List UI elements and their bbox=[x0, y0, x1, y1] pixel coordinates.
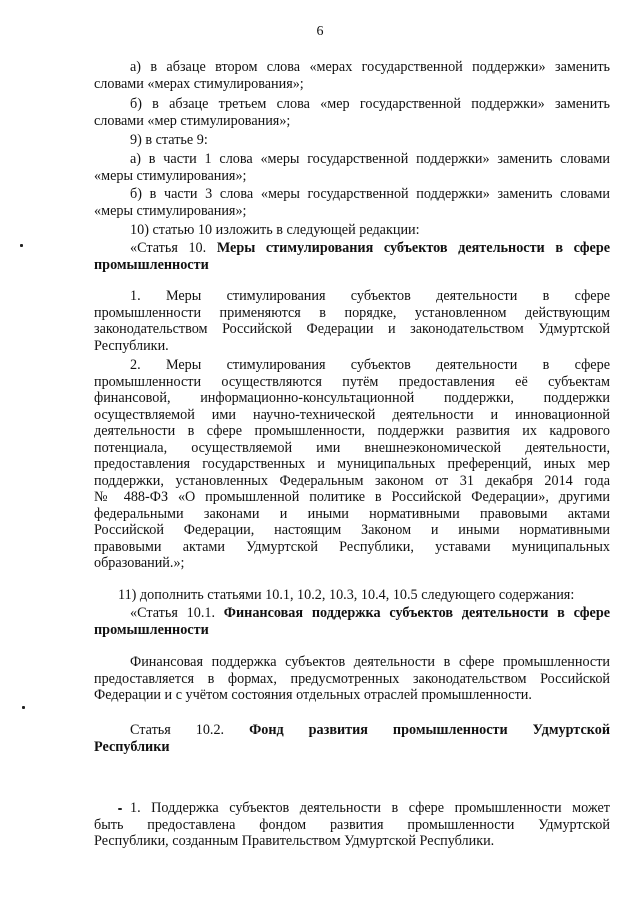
heading-line bbox=[94, 605, 610, 622]
text-line: законодательством Российской Федерации и законодательством Удмуртской bbox=[94, 321, 610, 337]
text-line: словами «мерах стимулирования»; bbox=[94, 75, 304, 92]
text-line: предоставления государственных и муниципальных преференций, иных мер bbox=[94, 456, 610, 472]
article-title: Фонд развития промышленности Удмуртской bbox=[249, 722, 610, 738]
text-line: потенциала, осуществляемой ими внешнеэкономической деятельности, bbox=[94, 439, 610, 456]
text-line: федеральными законами и иными нормативными правовыми актами bbox=[94, 505, 610, 522]
scan-mark bbox=[20, 244, 23, 247]
text-line: Республики, созданным Правительством Удмуртской Республики. bbox=[94, 833, 495, 849]
text-line: 1. Меры стимулирования субъектов деятельности в сфере bbox=[130, 288, 610, 304]
heading-line: Республики bbox=[94, 738, 170, 755]
text-line: Республики. bbox=[94, 337, 169, 354]
heading-line: промышленности bbox=[94, 621, 209, 638]
text-line: предоставляется в формах, предусмотренных законодательством Российской bbox=[94, 670, 610, 687]
text-line: 9) в статье 9: bbox=[130, 132, 208, 148]
item-9 bbox=[94, 132, 610, 149]
article-10-1-body bbox=[94, 654, 610, 704]
text-line: «меры стимулирования»; bbox=[94, 167, 247, 184]
page-number: 6 bbox=[316, 24, 324, 39]
heading-line bbox=[94, 240, 610, 257]
text-line: 2. Меры стимулирования субъектов деятельности в сфере bbox=[130, 357, 610, 373]
heading-line bbox=[94, 722, 610, 739]
scan-mark bbox=[22, 706, 25, 709]
text-line: поддержки, установленных Федеральным законом от 31 декабря 2014 года bbox=[94, 472, 610, 489]
article-10-1-heading bbox=[94, 605, 610, 638]
text-line: Финансовая поддержка субъектов деятельности в сфере промышленности bbox=[130, 654, 610, 670]
text-line: быть предоставлена фондом развития промышленности Удмуртской bbox=[94, 816, 610, 833]
text-line: б) в части 3 слова «меры государственной поддержки» заменить словами bbox=[130, 186, 610, 202]
article-title: Меры стимулирования субъектов деятельности в сфере bbox=[216, 240, 611, 256]
text-line: промышленности применяются в порядке, установленном действующим bbox=[94, 304, 610, 321]
item-10 bbox=[94, 222, 610, 239]
text-line: деятельности в сфере промышленности, поддержки развития их кадрового bbox=[94, 423, 610, 439]
paragraph-abzac-2 bbox=[94, 59, 610, 92]
text-line: 1. Поддержка субъектов деятельности в сфере промышленности может bbox=[130, 800, 610, 816]
text-line: б) в абзаце третьем слова «мер государственной поддержки» заменить bbox=[130, 96, 610, 112]
article-title: Финансовая поддержка субъектов деятельности в сфере bbox=[223, 605, 611, 621]
text-line: образований.»; bbox=[94, 555, 185, 571]
article-10-2-heading bbox=[94, 722, 610, 755]
paragraph-abzac-3 bbox=[94, 96, 610, 129]
heading-line: промышленности bbox=[94, 256, 209, 273]
article-10-part-1 bbox=[94, 288, 610, 354]
article-number: «Статья 10. bbox=[130, 240, 217, 256]
text-line: Федерации и с учётом состояния отдельных отраслей промышленности. bbox=[94, 687, 532, 703]
article-10-part-2 bbox=[94, 357, 610, 572]
item-11 bbox=[94, 587, 610, 604]
text-line: финансовой, информационно-консультационной поддержки, поддержки bbox=[94, 390, 610, 406]
text-line: «меры стимулирования»; bbox=[94, 202, 247, 219]
text-line: 10) статью 10 изложить в следующей редакции: bbox=[130, 222, 420, 238]
text-line: правовыми актами Удмуртской Республики, уставами муниципальных bbox=[94, 538, 610, 555]
text-line: промышленности осуществляются путём предоставления её субъектам bbox=[94, 373, 610, 390]
text-line: 11) дополнить статьями 10.1, 10.2, 10.3, 10.4, 10.5 следующего содержания: bbox=[118, 587, 575, 603]
text-line: а) в абзаце втором слова «мерах государственной поддержки» заменить bbox=[130, 59, 610, 75]
text-line: № 488-ФЗ «О промышленной политике в Российской Федерации», другими bbox=[94, 489, 610, 505]
article-10-heading bbox=[94, 240, 610, 273]
text-line: осуществляемой ими научно-технической деятельности и инновационной bbox=[94, 406, 610, 423]
article-number: Статья 10.2. bbox=[130, 722, 225, 738]
scan-mark bbox=[118, 808, 122, 810]
text-line: словами «мер стимулирования»; bbox=[94, 112, 291, 129]
text-line: Российской Федерации, настоящим Законом и иными нормативными bbox=[94, 522, 610, 538]
article-number: «Статья 10.1. bbox=[130, 605, 224, 621]
item-9-b bbox=[94, 186, 610, 219]
item-9-a bbox=[94, 151, 610, 184]
article-10-2-part-1 bbox=[94, 800, 610, 850]
text-line: а) в части 1 слова «меры государственной поддержки» заменить словами bbox=[130, 151, 610, 167]
